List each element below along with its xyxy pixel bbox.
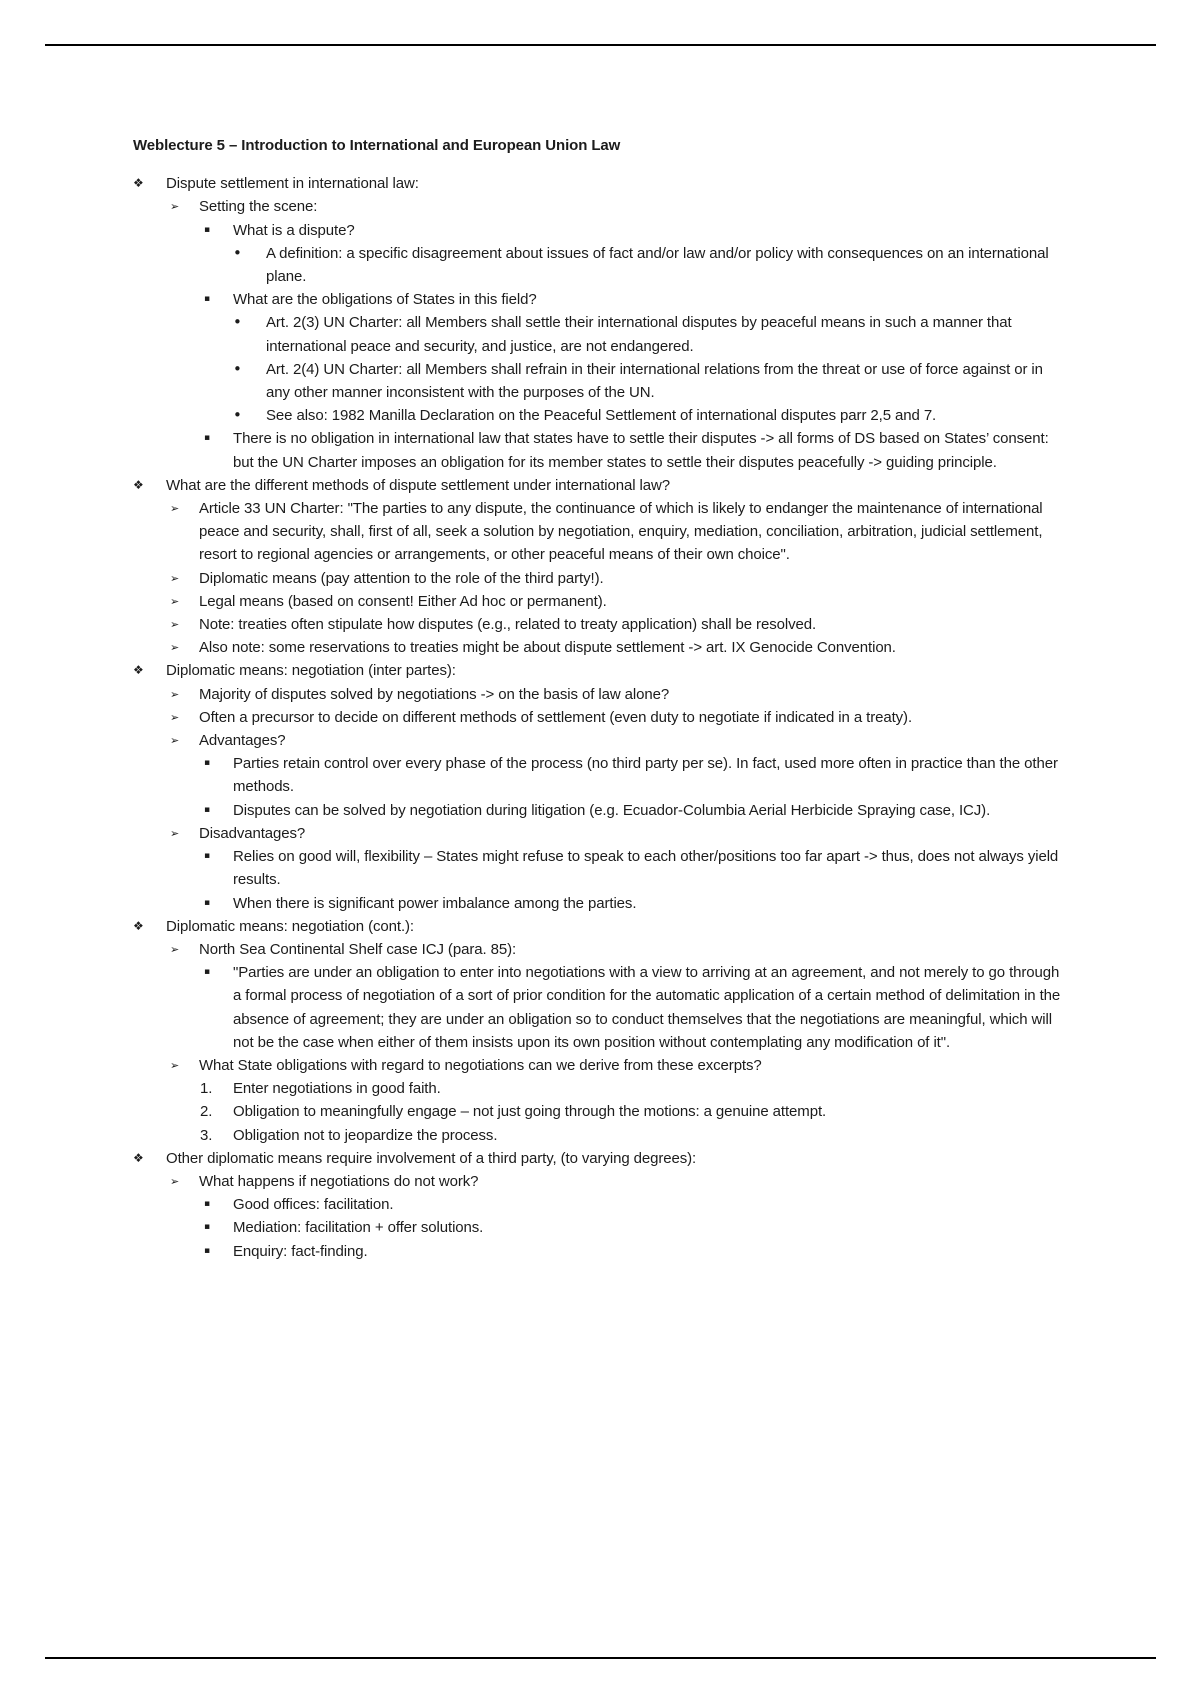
bullet-icon: ▪	[204, 1222, 210, 1233]
bullet-icon: ➢	[170, 1058, 180, 1072]
footer-rule	[45, 1657, 1156, 1659]
list-item-text: There is no obligation in international law that states have to settle their disputes -> all forms of DS based on States’ consent: but the UN Charter imposes an obligation for its member states to settle their disputes peacefully -> guiding principle.	[233, 430, 1049, 471]
list-item-text: Art. 2(4) UN Charter: all Members shall refrain in their international relations from the threat or use of force against or in any other manner inconsistent with the purposes of the UN.	[266, 360, 1043, 402]
list-item	[133, 195, 1069, 218]
list-item	[133, 1240, 1069, 1263]
document-title: Weblecture 5 – Introduction to International and European Union Law	[133, 137, 621, 154]
bullet-icon: ▪	[204, 967, 210, 978]
bullet-icon: ❖	[133, 663, 144, 678]
bullet-icon: •	[233, 406, 242, 425]
list-item-text: What are the obligations of States in this field?	[233, 291, 537, 309]
list-item	[133, 683, 1069, 706]
list-item	[133, 1054, 1069, 1077]
list-item	[133, 799, 1069, 822]
list-item-text: Good offices: facilitation.	[233, 1196, 394, 1214]
bullet-icon: •	[233, 243, 242, 262]
bullet-icon: ▪	[204, 224, 210, 235]
bullet-icon: ▪	[204, 433, 210, 444]
list-item	[133, 1147, 1069, 1170]
list-item	[133, 219, 1069, 242]
list-item	[133, 915, 1069, 938]
list-item	[133, 288, 1069, 311]
list-item-text: Obligation not to jeopardize the process.	[233, 1126, 498, 1144]
list-item	[133, 1216, 1069, 1239]
list-item	[133, 590, 1069, 613]
list-item	[133, 1193, 1069, 1216]
list-item-text: Setting the scene:	[199, 198, 318, 216]
list-item-text: Note: treaties often stipulate how disputes (e.g., related to treaty application) shall be resolved.	[199, 616, 817, 634]
bullet-icon: ➢	[170, 641, 180, 655]
list-item	[133, 892, 1069, 915]
list-item-text: Often a precursor to decide on different methods of settlement (even duty to negotiate if indicated in a treaty).	[199, 708, 913, 726]
bullet-icon: ➢	[170, 734, 180, 748]
header-rule	[45, 44, 1156, 46]
list-item-text: A definition: a specific disagreement about issues of fact and/or law and/or policy with consequences on an international plane.	[266, 244, 1049, 286]
list-item-text: Obligation to meaningfully engage – not just going through the motions: a genuine attempt.	[233, 1103, 827, 1121]
bullet-icon: ➢	[170, 571, 180, 585]
list-item-text: Disadvantages?	[199, 824, 306, 842]
bullet-icon: ➢	[170, 687, 180, 701]
bullet-icon: •	[233, 359, 242, 378]
list-item-text: Relies on good will, flexibility – States might refuse to speak to each other/positions too far apart -> thus, does not always yield results.	[233, 848, 1059, 889]
list-item	[133, 961, 1069, 1054]
document-list	[133, 172, 1069, 1263]
list-item-text: North Sea Continental Shelf case ICJ (para. 85):	[199, 940, 517, 958]
list-item	[133, 567, 1069, 590]
list-item-text: Disputes can be solved by negotiation during litigation (e.g. Ecuador-Columbia Aerial Herbicide Spraying case, ICJ).	[233, 801, 991, 819]
bullet-icon: ❖	[133, 176, 144, 191]
list-number: 3.	[200, 1126, 213, 1144]
list-item-text: What are the different methods of dispute settlement under international law?	[166, 476, 670, 494]
list-item	[133, 752, 1069, 798]
list-item-text: What is a dispute?	[233, 221, 355, 239]
bullet-icon: ▪	[204, 1199, 210, 1210]
bullet-icon: ➢	[170, 710, 180, 724]
list-item-text: Also note: some reservations to treaties might be about dispute settlement -> art. IX Genocide Convention.	[199, 639, 896, 657]
list-item	[133, 659, 1069, 682]
bullet-icon: ❖	[133, 918, 144, 933]
list-item	[133, 474, 1069, 497]
bullet-icon: ➢	[170, 618, 180, 632]
list-item	[133, 613, 1069, 636]
list-item-text: Diplomatic means (pay attention to the role of the third party!).	[199, 569, 604, 587]
bullet-icon: ❖	[133, 1150, 144, 1165]
bullet-icon: ▪	[204, 1245, 210, 1256]
list-number: 2.	[200, 1103, 213, 1121]
bullet-icon: ➢	[170, 594, 180, 608]
list-item-text: Mediation: facilitation + offer solutions.	[233, 1219, 484, 1237]
bullet-icon: ❖	[133, 477, 144, 492]
list-item-text: Enter negotiations in good faith.	[233, 1080, 441, 1098]
list-item	[133, 1124, 1069, 1147]
list-number: 1.	[200, 1080, 213, 1098]
bullet-icon: ➢	[170, 200, 180, 214]
list-item	[133, 636, 1069, 659]
bullet-icon: ▪	[204, 758, 210, 769]
list-item-text: Enquiry: fact-finding.	[233, 1242, 368, 1260]
list-item	[133, 497, 1069, 567]
list-item	[133, 1077, 1069, 1100]
list-item-text: Other diplomatic means require involvement of a third party, (to varying degrees):	[166, 1149, 697, 1167]
list-item	[133, 845, 1069, 891]
list-item-text: Majority of disputes solved by negotiations -> on the basis of law alone?	[199, 685, 670, 703]
bullet-icon: ▪	[204, 804, 210, 815]
list-item	[133, 404, 1069, 427]
bullet-icon: ➢	[170, 502, 180, 516]
list-item	[133, 1170, 1069, 1193]
list-item-text: Diplomatic means: negotiation (cont.):	[166, 917, 414, 935]
list-item-text: Parties retain control over every phase of the process (no third party per se). In fact, used more often in practice than the other methods.	[233, 755, 1058, 796]
list-item	[133, 311, 1069, 357]
list-item-text: What happens if negotiations do not work?	[199, 1172, 479, 1190]
list-item-text: Diplomatic means: negotiation (inter partes):	[166, 662, 456, 680]
list-item-text: See also: 1982 Manilla Declaration on the Peaceful Settlement of international disputes parr 2,5 and 7.	[266, 407, 937, 425]
list-item	[133, 729, 1069, 752]
bullet-icon: ➢	[170, 826, 180, 840]
document-content	[133, 134, 1069, 1263]
list-item	[133, 706, 1069, 729]
bullet-icon: ▪	[204, 851, 210, 862]
list-item	[133, 172, 1069, 195]
list-item-text: Art. 2(3) UN Charter: all Members shall settle their international disputes by peaceful means in such a manner that international peace and security, and justice, are not endangered.	[266, 314, 1012, 355]
list-item-text: Advantages?	[199, 732, 286, 750]
list-item-text: Dispute settlement in international law:	[166, 175, 419, 193]
list-item-text: What State obligations with regard to negotiations can we derive from these excerpts?	[199, 1056, 762, 1074]
bullet-icon: ➢	[170, 1174, 180, 1188]
list-item	[133, 242, 1069, 288]
list-item-text: When there is significant power imbalance among the parties.	[233, 894, 637, 912]
list-item	[133, 427, 1069, 473]
list-item-text: Legal means (based on consent! Either Ad hoc or permanent).	[199, 592, 607, 610]
bullet-icon: ▪	[204, 897, 210, 908]
bullet-icon: ▪	[204, 294, 210, 305]
list-item-text: Article 33 UN Charter: "The parties to any dispute, the continuance of which is likely to endanger the maintenance of international peace and security, shall, first of all, seek a solution by negotiation, enquiry, mediation, conciliation, arbitration, judicial settlement, resort to regional agencies or arrangements, or other peaceful means of their own choice".	[199, 500, 1043, 564]
list-item	[133, 822, 1069, 845]
bullet-icon: •	[233, 313, 242, 332]
list-item	[133, 1100, 1069, 1123]
list-item	[133, 358, 1069, 404]
list-item	[133, 938, 1069, 961]
list-item-text: "Parties are under an obligation to enter into negotiations with a view to arriving at an agreement, and not merely to go through a formal process of negotiation of a sort of prior condition for the automatic application of a certain method of delimitation in the absence of agreement; they are under an obligation so to conduct themselves that the negotiations are meaningful, which will not be the case when either of them insists upon its own position without contemplating any modification of it".	[233, 964, 1061, 1051]
bullet-icon: ➢	[170, 942, 180, 956]
